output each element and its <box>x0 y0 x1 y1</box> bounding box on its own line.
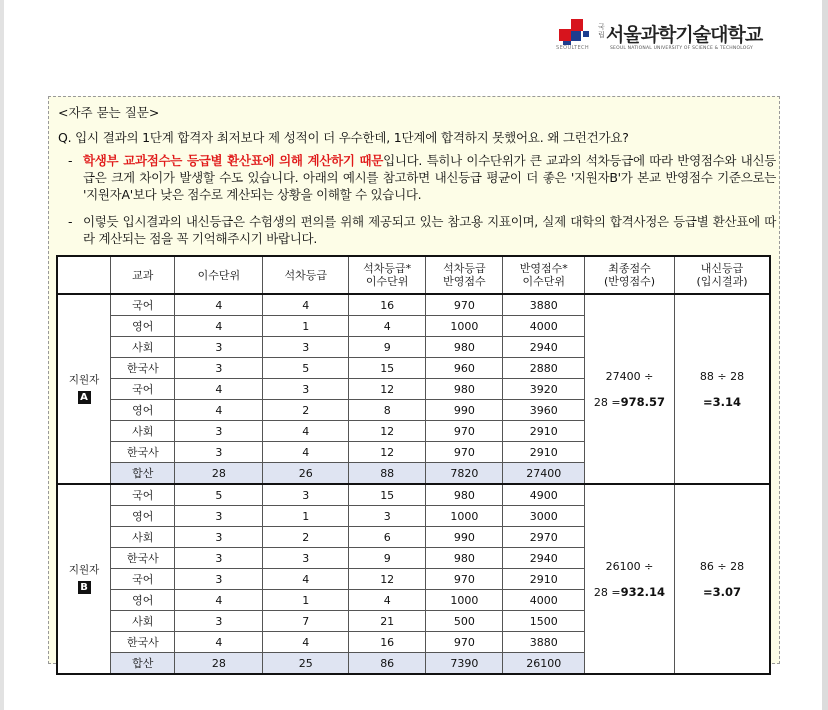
table-header-row <box>57 256 770 294</box>
header-internal-grade: 내신등급 (입시결과) <box>675 256 770 294</box>
header-subject: 교과 <box>111 256 175 294</box>
cell-product: 16 <box>349 632 426 653</box>
cell-weighted: 3880 <box>503 294 584 316</box>
cell-units: 4 <box>175 590 263 611</box>
cell-units: 3 <box>175 527 263 548</box>
cell-weighted: 1500 <box>503 611 584 632</box>
cell-product: 12 <box>349 421 426 442</box>
cell-score: 980 <box>426 379 503 400</box>
applicant-group-b <box>57 484 770 674</box>
cell-units: 3 <box>175 548 263 569</box>
cell-weighted: 4000 <box>503 316 584 337</box>
cell-subject: 국어 <box>111 294 175 316</box>
cell-product: 4 <box>349 590 426 611</box>
sum-weighted: 26100 <box>503 653 584 675</box>
logo-national-label: 국립 <box>598 23 605 39</box>
internal-grade-cell <box>675 294 770 484</box>
cell-rank: 3 <box>263 548 349 569</box>
cell-product: 15 <box>349 358 426 379</box>
cell-units: 3 <box>175 421 263 442</box>
bullet: - <box>68 214 73 229</box>
applicant-group-a <box>57 294 770 484</box>
header-units: 이수단위 <box>175 256 263 294</box>
sum-weighted: 27400 <box>503 463 584 485</box>
cell-weighted: 2940 <box>503 337 584 358</box>
cell-units: 4 <box>175 294 263 316</box>
final-calc: 27400 ÷ <box>605 369 654 383</box>
faq-box <box>48 96 780 670</box>
cell-subject: 영어 <box>111 590 175 611</box>
header-weighted-score: 반영점수* 이수단위 <box>503 256 584 294</box>
cell-subject: 사회 <box>111 611 175 632</box>
cell-score: 980 <box>426 484 503 506</box>
grade-comparison-table <box>56 255 771 675</box>
cell-units: 4 <box>175 379 263 400</box>
cell-units: 3 <box>175 337 263 358</box>
cell-product: 12 <box>349 442 426 463</box>
cell-weighted: 4900 <box>503 484 584 506</box>
cell-rank: 1 <box>263 506 349 527</box>
cell-units: 4 <box>175 632 263 653</box>
cell-units: 5 <box>175 484 263 506</box>
header-grade-x-units: 석차등급* 이수단위 <box>349 256 426 294</box>
grade-value: 3.07 <box>712 584 742 599</box>
cell-product: 6 <box>349 527 426 548</box>
final-calc: 26100 ÷ <box>605 559 654 573</box>
cell-rank: 3 <box>263 379 349 400</box>
cell-product: 15 <box>349 484 426 506</box>
table-row <box>57 294 770 316</box>
cell-subject: 국어 <box>111 379 175 400</box>
sum-subject: 합산 <box>111 653 175 675</box>
cell-score: 970 <box>426 294 503 316</box>
cell-rank: 3 <box>263 337 349 358</box>
cell-subject: 한국사 <box>111 358 175 379</box>
bullet: - <box>68 153 73 168</box>
cell-score: 970 <box>426 421 503 442</box>
header-grade-score: 석차등급 반영점수 <box>426 256 503 294</box>
cell-subject: 영어 <box>111 316 175 337</box>
cell-rank: 4 <box>263 569 349 590</box>
logo-subtext: SEOULTECH <box>556 45 590 51</box>
cell-weighted: 2940 <box>503 548 584 569</box>
sum-product: 86 <box>349 653 426 675</box>
cell-rank: 2 <box>263 400 349 421</box>
faq-question: Q. 입시 결과의 1단계 합격자 최저보다 제 성적이 더 우수한데, 1단계에 합격하지 못했어요. 왜 그런건가요? <box>58 130 629 145</box>
university-name: 서울과학기술대학교 <box>606 24 763 46</box>
cell-score: 960 <box>426 358 503 379</box>
cell-score: 990 <box>426 400 503 421</box>
university-logo <box>556 16 776 58</box>
final-score-cell <box>584 294 674 484</box>
header-final-score: 최종점수 (반영점수) <box>584 256 674 294</box>
sum-subject: 합산 <box>111 463 175 485</box>
faq-answer-1 <box>68 152 776 203</box>
sum-score: 7390 <box>426 653 503 675</box>
cell-units: 3 <box>175 442 263 463</box>
cell-subject: 한국사 <box>111 442 175 463</box>
cell-subject: 국어 <box>111 569 175 590</box>
applicant-label: 지원자 <box>68 564 100 576</box>
cell-score: 1000 <box>426 316 503 337</box>
cell-score: 980 <box>426 337 503 358</box>
cell-score: 980 <box>426 548 503 569</box>
cell-weighted: 2970 <box>503 527 584 548</box>
cell-subject: 국어 <box>111 484 175 506</box>
cell-score: 1000 <box>426 506 503 527</box>
cell-units: 3 <box>175 569 263 590</box>
grade-value: 3.14 <box>712 394 742 409</box>
cell-units: 4 <box>175 400 263 421</box>
cell-weighted: 2910 <box>503 442 584 463</box>
sum-units: 28 <box>175 653 263 675</box>
scrollbar-track[interactable] <box>822 0 828 710</box>
cell-rank: 4 <box>263 442 349 463</box>
cell-weighted: 3880 <box>503 632 584 653</box>
header-rank-grade: 석차등급 <box>263 256 349 294</box>
sum-rank: 25 <box>263 653 349 675</box>
cell-weighted: 4000 <box>503 590 584 611</box>
internal-grade-cell <box>675 484 770 674</box>
cell-score: 500 <box>426 611 503 632</box>
cell-product: 12 <box>349 569 426 590</box>
cell-subject: 한국사 <box>111 632 175 653</box>
university-english-name: SEOUL NATIONAL UNIVERSITY OF SCIENCE & TECHNOLOGY <box>610 46 753 51</box>
cell-product: 12 <box>349 379 426 400</box>
cell-rank: 4 <box>263 421 349 442</box>
cell-rank: 7 <box>263 611 349 632</box>
cell-rank: 4 <box>263 294 349 316</box>
cell-score: 1000 <box>426 590 503 611</box>
seoultech-logo-mark-icon <box>559 19 591 47</box>
final-value: 978.57 <box>620 394 666 409</box>
cell-product: 9 <box>349 548 426 569</box>
sum-score: 7820 <box>426 463 503 485</box>
cell-product: 16 <box>349 294 426 316</box>
applicant-badge: B <box>78 581 91 594</box>
page-left-edge <box>0 0 4 710</box>
grade-calc: 86 ÷ 28 <box>699 559 745 573</box>
cell-score: 990 <box>426 527 503 548</box>
cell-weighted: 3960 <box>503 400 584 421</box>
applicant-label-cell <box>57 294 111 484</box>
grade-calc: 88 ÷ 28 <box>699 369 745 383</box>
grade-prefix: = <box>703 584 713 599</box>
sum-product: 88 <box>349 463 426 485</box>
cell-units: 4 <box>175 316 263 337</box>
sum-units: 28 <box>175 463 263 485</box>
cell-subject: 사회 <box>111 337 175 358</box>
cell-score: 970 <box>426 569 503 590</box>
answer-text: 이렇듯 입시결과의 내신등급은 수험생의 편의를 위해 제공되고 있는 참고용 지표이며, 실제 대학의 합격사정은 등급별 환산표에 따라 계산되는 점을 꼭 기억해주시기 바랍니다. <box>83 214 776 246</box>
grade-prefix: = <box>703 394 713 409</box>
cell-score: 970 <box>426 632 503 653</box>
answer-text: 입니다. 특히나 이수단위가 큰 교과의 석차등급에 따라 반영점수와 내신등급은 크게 차이가 발생할 수도 있습니다. 아래의 예시를 참고하면 내신등급 평균이 더 좋은 '지원자B'가 본교 반영점수 기준으로는 '지원자A'보다 낮은 점수로 계산되는 상황을 이해할 수 있습니다. <box>83 153 777 202</box>
applicant-label: 지원자 <box>68 374 100 386</box>
cell-product: 4 <box>349 316 426 337</box>
cell-rank: 4 <box>263 632 349 653</box>
cell-units: 3 <box>175 358 263 379</box>
cell-rank: 3 <box>263 484 349 506</box>
cell-product: 21 <box>349 611 426 632</box>
cell-weighted: 2880 <box>503 358 584 379</box>
answer-highlight: 학생부 교과점수는 등급별 환산표에 의해 계산하기 때문 <box>83 153 384 168</box>
cell-units: 3 <box>175 506 263 527</box>
cell-weighted: 3000 <box>503 506 584 527</box>
table-row <box>57 484 770 506</box>
cell-product: 9 <box>349 337 426 358</box>
sum-rank: 26 <box>263 463 349 485</box>
cell-subject: 한국사 <box>111 548 175 569</box>
final-prefix: 28 = <box>593 395 621 409</box>
header-blank <box>57 256 111 294</box>
cell-product: 3 <box>349 506 426 527</box>
faq-title: <자주 묻는 질문> <box>58 105 160 120</box>
cell-score: 970 <box>426 442 503 463</box>
faq-answer-2 <box>68 213 776 247</box>
cell-weighted: 2910 <box>503 569 584 590</box>
cell-units: 3 <box>175 611 263 632</box>
applicant-badge: A <box>78 391 91 404</box>
cell-subject: 영어 <box>111 506 175 527</box>
final-value: 932.14 <box>620 584 666 599</box>
cell-rank: 1 <box>263 316 349 337</box>
cell-rank: 1 <box>263 590 349 611</box>
cell-product: 8 <box>349 400 426 421</box>
cell-subject: 영어 <box>111 400 175 421</box>
final-prefix: 28 = <box>593 585 621 599</box>
cell-rank: 5 <box>263 358 349 379</box>
final-score-cell <box>584 484 674 674</box>
cell-weighted: 2910 <box>503 421 584 442</box>
applicant-label-cell <box>57 484 111 674</box>
cell-rank: 2 <box>263 527 349 548</box>
cell-weighted: 3920 <box>503 379 584 400</box>
cell-subject: 사회 <box>111 421 175 442</box>
cell-subject: 사회 <box>111 527 175 548</box>
